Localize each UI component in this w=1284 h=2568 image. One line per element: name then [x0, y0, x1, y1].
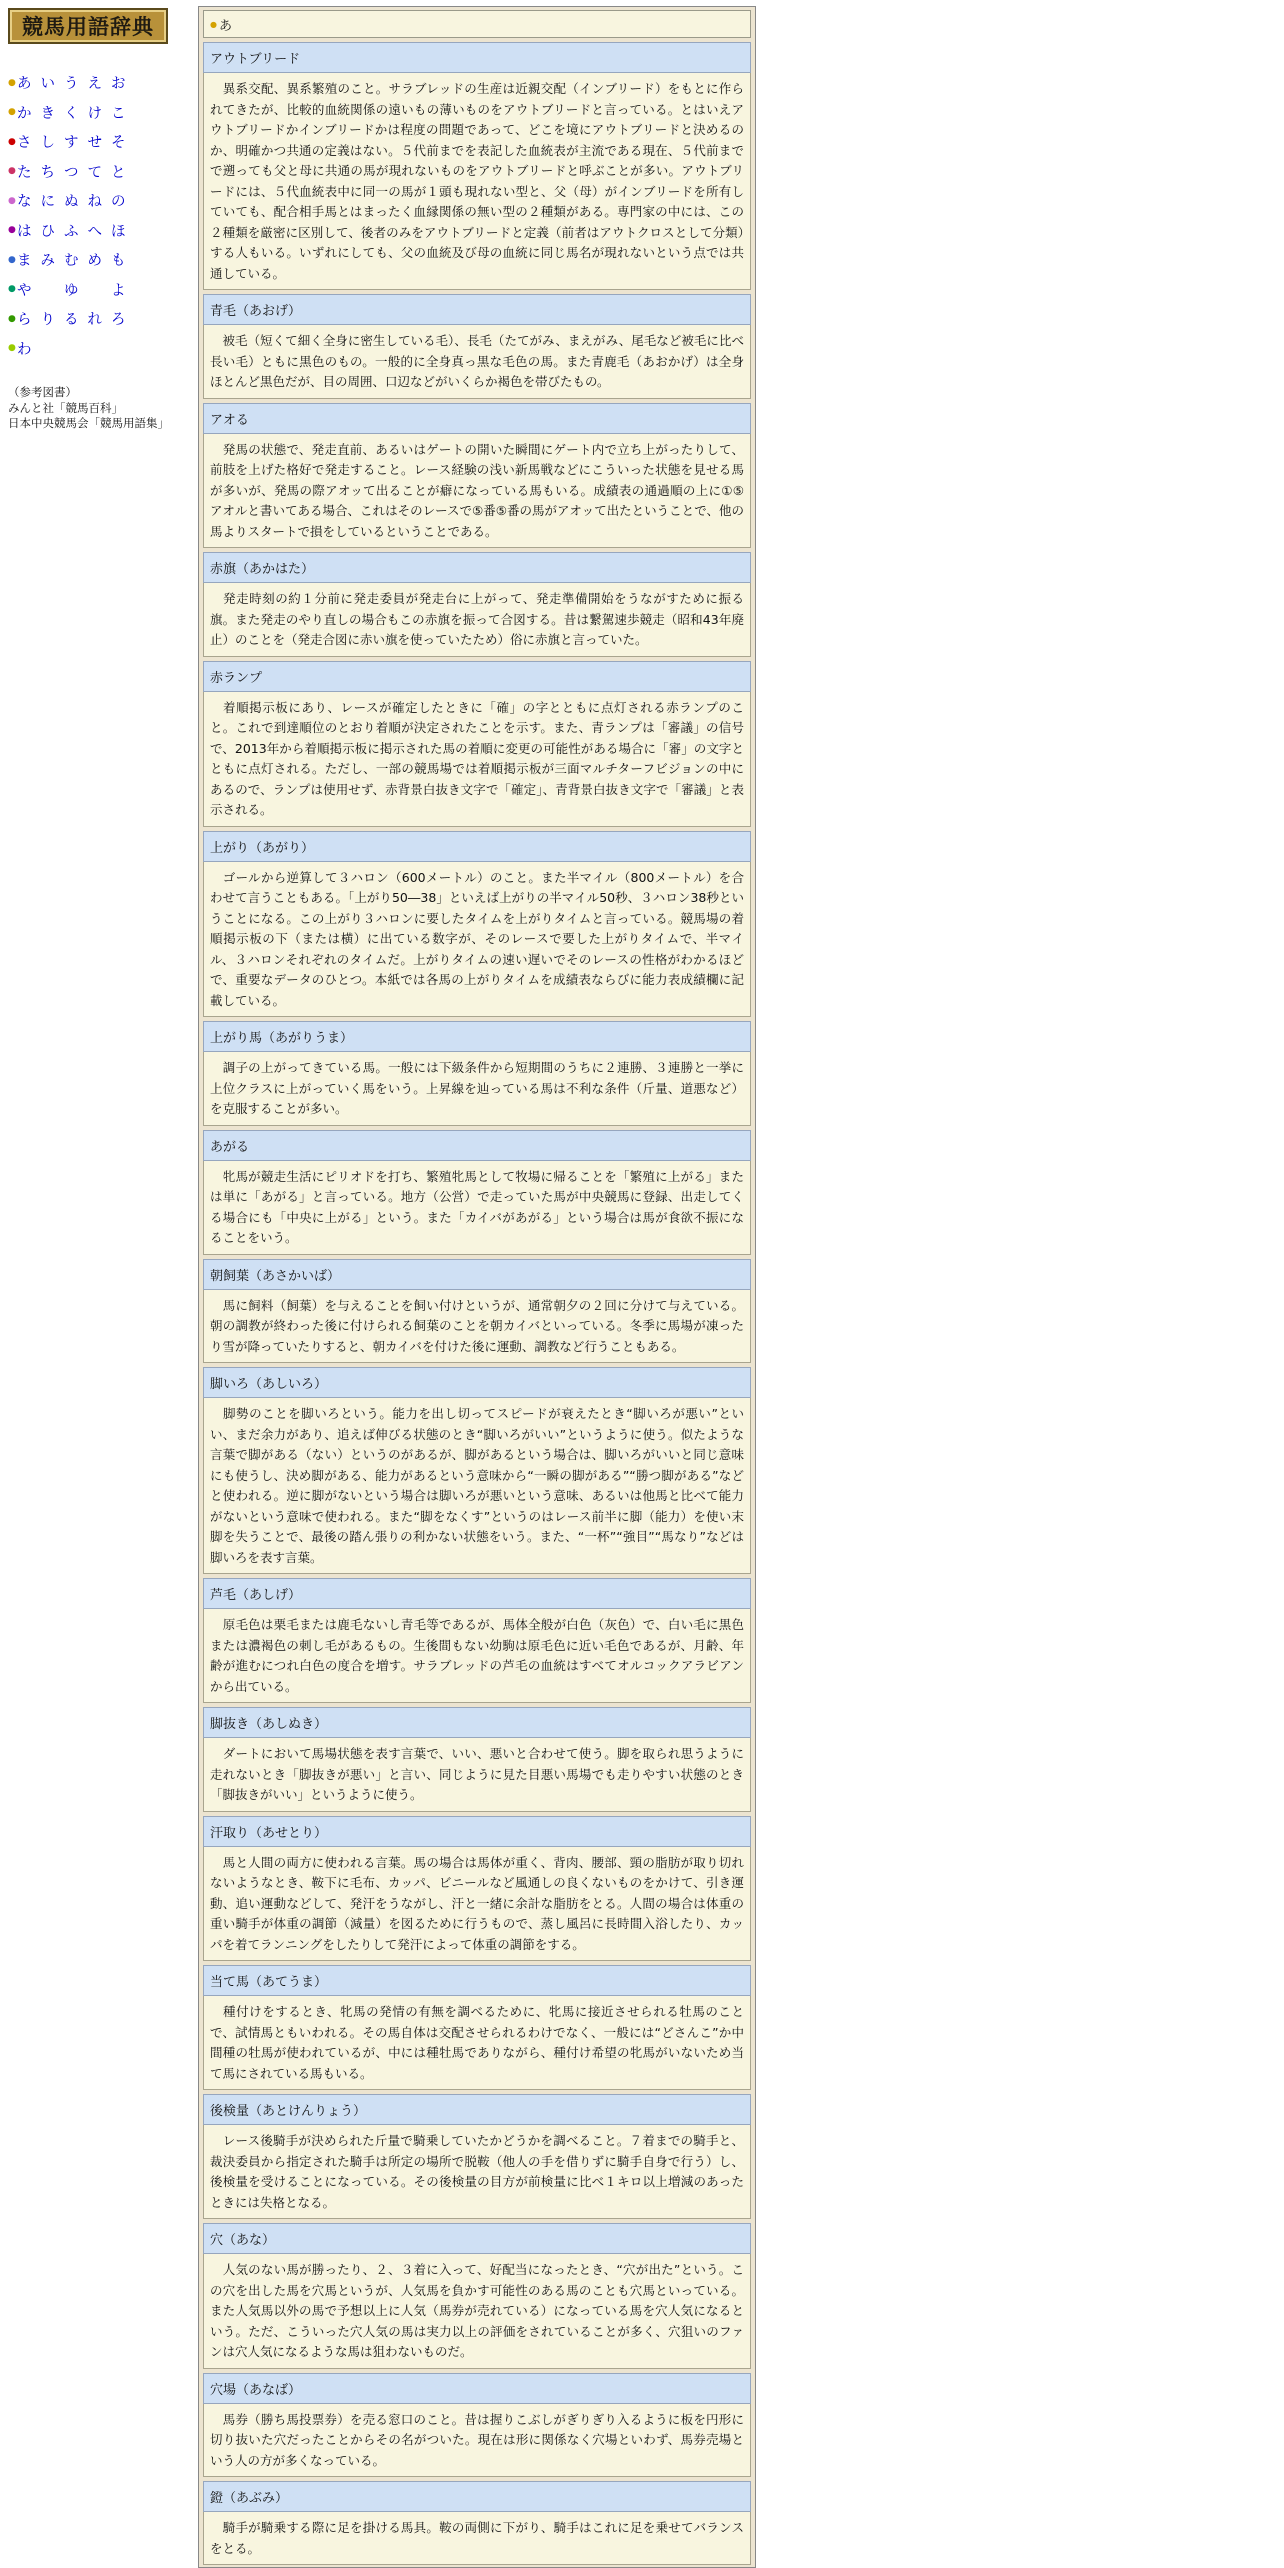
- kana-link[interactable]: そ: [111, 135, 126, 152]
- kana-row: [8, 157, 183, 187]
- kana-link[interactable]: は: [17, 223, 32, 240]
- bullet-icon: ●: [8, 343, 16, 354]
- kana-link[interactable]: ま: [17, 253, 32, 270]
- kana-link[interactable]: さ: [17, 135, 32, 152]
- kana-link[interactable]: こ: [111, 105, 126, 122]
- term-definition: 馬に飼料（飼葉）を与えることを飼い付けというが、通常朝夕の２回に分けて与えている。朝の調教が終わった後に付けられる飼葉のことを朝カイバといっている。冬季に馬場が凍ったり雪が降っていたりすると、朝カイバを付けた後に運動、調教など行うこともある。: [203, 1290, 751, 1364]
- kana-link[interactable]: の: [111, 194, 126, 211]
- kana-link[interactable]: あ: [17, 76, 32, 93]
- bullet-icon: ●: [210, 19, 217, 29]
- kana-link[interactable]: る: [64, 312, 79, 329]
- term-definition: レース後騎手が決められた斤量で騎乗していたかどうかを調べること。７着までの騎手と、裁決委員から指定された騎手は所定の場所で脱鞍（他人の手を借りずに騎手自身で行う）し、後検量を受けることになっている。その後検量の目方が前検量に比べ１キロ以上増減のあったときには失格となる。: [203, 2125, 751, 2219]
- kana-link[interactable]: よ: [111, 282, 126, 299]
- kana-link[interactable]: ふ: [64, 223, 79, 240]
- kana-link[interactable]: て: [87, 164, 102, 181]
- kana-row: [8, 127, 183, 157]
- term-title: 穴場（あなば）: [203, 2373, 751, 2404]
- kana-link[interactable]: め: [87, 253, 102, 270]
- term-definition: 馬と人間の両方に使われる言葉。馬の場合は馬体が重く、背肉、腰部、頸の脂肪が取り切れないようなとき、鞍下に毛布、カッパ、ビニールなど風通しの良くないものをかけて、引き運動、追い運動などして、発汗をうながし、汗と一緒に余計な脂肪をとる。人間の場合は体重の重い騎手が体重の調節（減量）を図るために行うもので、蒸し風呂に長時間入浴したり、カッパを着てランニングをしたりして発汗によって体重の調節をする。: [203, 1847, 751, 1962]
- term-title: アオる: [203, 403, 751, 434]
- kana-row: [8, 68, 183, 98]
- kana-link[interactable]: ほ: [111, 223, 126, 240]
- kana-link[interactable]: つ: [64, 164, 79, 181]
- kana-index-nav: [8, 68, 183, 363]
- kana-link[interactable]: や: [17, 282, 32, 299]
- term-title: 赤旗（あかはた）: [203, 552, 751, 583]
- term-definition: 発馬の状態で、発走直前、あるいはゲートの開いた瞬間にゲート内で立ち上がったりして、前肢を上げた格好で発走すること。レース経験の浅い新馬戦などにこういった状態を見せる馬が多いが、発馬の際アオッて出ることが癖になっている馬もいる。成績表の通過順の上に①⑤アオルと書いてある場合、これはそのレースで⑤番⑤番の馬がアオッて出たということで、他の馬よりスタートで損をしているということである。: [203, 434, 751, 549]
- term-title: 後検量（あとけんりょう）: [203, 2094, 751, 2125]
- term-definition: 種付けをするとき、牝馬の発情の有無を調べるために、牝馬に接近させられる牡馬のことで、試情馬ともいわれる。その馬自体は交配させられるわけでなく、一般には“どさんこ”か中間種の牡馬が使われているが、中には種牡馬でありながら、種付け希望の牝馬がいないため当て馬にされている馬もいる。: [203, 1996, 751, 2090]
- site-logo[interactable]: 競馬用語辞典: [8, 8, 168, 44]
- kana-link[interactable]: む: [64, 253, 79, 270]
- bullet-icon: ●: [8, 195, 16, 206]
- term-definition: 人気のない馬が勝ったり、２、３着に入って、好配当になったとき、“穴が出た”という。この穴を出した馬を穴馬というが、人気馬を負かす可能性のある馬のことも穴馬といっている。また人気馬以外の馬で予想以上に人気（馬券が売れている）になっている馬を穴人気になるという。ただ、こういった穴人気の馬は実力以上の評価をされていることが多く、穴狙いのファンは穴人気になるような馬は狙わないものだ。: [203, 2254, 751, 2369]
- term-title: 脚抜き（あしぬき）: [203, 1707, 751, 1738]
- kana-link[interactable]: か: [17, 105, 32, 122]
- kana-link[interactable]: え: [87, 76, 102, 93]
- kana-row: [8, 216, 183, 246]
- term-definition: 調子の上がってきている馬。一般には下級条件から短期間のうちに２連勝、３連勝と一挙に上位クラスに上がっていく馬をいう。上昇線を辿っている馬は不利な条件（斤量、道悪など）を克服することが多い。: [203, 1052, 751, 1126]
- term-definition: 騎手が騎乗する際に足を掛ける馬具。鞍の両側に下がり、騎手はこれに足を乗せてバランスをとる。: [203, 2512, 751, 2565]
- term-title: 赤ランプ: [203, 661, 751, 692]
- dictionary-content: [198, 6, 756, 2568]
- term-title: 当て馬（あてうま）: [203, 1965, 751, 1996]
- kana-link[interactable]: け: [87, 105, 102, 122]
- kana-link[interactable]: し: [40, 135, 55, 152]
- term-definition: ゴールから逆算して３ハロン（600メートル）のこと。また半マイル（800メートル）を合わせて言うこともある。「上がり50―38」といえば上がりの半マイル50秒、３ハロン38秒ということになる。この上がり３ハロンに要したタイムを上がりタイムと言っている。競馬場の着順掲示板の下（または横）に出ている数字が、そのレースで要した上がりタイムで、半マイル、３ハロンそれぞれのタイムだ。上がりタイムの速い遅いでそのレースの性格がわかるほどで、重要なデータのひとつ。本紙では各馬の上がりタイムを成績表ならびに能力表成績欄に記載している。: [203, 862, 751, 1018]
- term-title: 脚いろ（あしいろ）: [203, 1367, 751, 1398]
- kana-link[interactable]: も: [111, 253, 126, 270]
- kana-link[interactable]: す: [64, 135, 79, 152]
- section-heading: [203, 10, 751, 38]
- kana-link[interactable]: ね: [87, 194, 102, 211]
- kana-row: [8, 334, 183, 364]
- sidebar: [8, 8, 183, 432]
- term-list: [203, 42, 751, 2565]
- term-title: 青毛（あおげ）: [203, 294, 751, 325]
- term-title: 朝飼葉（あさかいば）: [203, 1259, 751, 1290]
- kana-link[interactable]: う: [64, 76, 79, 93]
- term-title: 芦毛（あしげ）: [203, 1578, 751, 1609]
- kana-link[interactable]: と: [111, 164, 126, 181]
- reference-line: みんと社「競馬百科」: [8, 400, 123, 415]
- kana-link[interactable]: へ: [87, 223, 102, 240]
- kana-link[interactable]: た: [17, 164, 32, 181]
- kana-link[interactable]: ち: [40, 164, 55, 181]
- term-definition: 着順掲示板にあり、レースが確定したときに「確」の字とともに点灯される赤ランプのこと。これで到達順位のとおり着順が決定されたことを示す。また、青ランプは「審議」の信号で、2013年から着順掲示板に掲示された馬の着順に変更の可能性がある場合に「審」の文字とともに点灯される。ただし、一部の競馬場では着順掲示板が三面マルチターフビジョンの中にあるので、ランプは使用せず、赤背景白抜き文字で「確定」、青背景白抜き文字で「審議」と表示される。: [203, 692, 751, 827]
- kana-link[interactable]: な: [17, 194, 32, 211]
- term-title: 上がり馬（あがりうま）: [203, 1021, 751, 1052]
- term-title: アウトブリード: [203, 42, 751, 73]
- term-definition: ダートにおいて馬場状態を表す言葉で、いい、悪いと合わせて使う。脚を取られ思うように走れないとき「脚抜きが悪い」と言い、同じように見た目悪い馬場でも走りやすい状態のとき「脚抜きがいい」というように使う。: [203, 1738, 751, 1812]
- term-title: 上がり（あがり）: [203, 831, 751, 862]
- kana-row: [8, 98, 183, 128]
- kana-link[interactable]: ろ: [111, 312, 126, 329]
- term-definition: 脚勢のことを脚いろという。能力を出し切ってスピードが衰えたとき“脚いろが悪い”といい、まだ余力があり、追えば伸びる状態のとき“脚いろがいい”というように使う。似たような言葉で脚がある（ない）というのがあるが、脚があるという場合は、脚いろがいいと同じ意味にも使うし、決め脚がある、能力があるという意味から“一瞬の脚がある”“勝つ脚がある”などと使われる。逆に脚がないという場合は脚いろが悪いという意味、あるいは他馬と比べて能力がないという意味で使われる。また“脚をなくす”というのはレース前半に脚（能力）を使い末脚を失うことで、最後の踏ん張りの利かない状態をいう。また、“一杯”“強目”“馬なり”などは脚いろを表す言葉。: [203, 1398, 751, 1574]
- bullet-icon: ●: [8, 313, 16, 324]
- kana-link[interactable]: ら: [17, 312, 32, 329]
- kana-link[interactable]: ぬ: [64, 194, 79, 211]
- term-title: あがる: [203, 1130, 751, 1161]
- term-definition: 被毛（短くて細く全身に密生している毛）、長毛（たてがみ、まえがみ、尾毛など被毛に比べ長い毛）ともに黒色のもの。一般的に全身真っ黒な毛色の馬。また青鹿毛（あおかげ）は全身ほとんど黒色だが、目の周囲、口辺などがいくらか褐色を帯びたもの。: [203, 325, 751, 399]
- kana-link[interactable]: ひ: [40, 223, 55, 240]
- kana-link[interactable]: き: [40, 105, 55, 122]
- kana-link[interactable]: に: [40, 194, 55, 211]
- bullet-icon: ●: [8, 225, 16, 236]
- section-heading-label: あ: [218, 18, 232, 34]
- kana-link[interactable]: お: [111, 76, 126, 93]
- kana-row: [8, 245, 183, 275]
- kana-row: [8, 304, 183, 334]
- term-definition: 牝馬が競走生活にピリオドを打ち、繁殖牝馬として牧場に帰ることを「繁殖に上がる」または単に「あがる」と言っている。地方（公営）で走っていた馬が中央競馬に登録、出走してくる場合にも「中央に上がる」という。また「カイバがあがる」という場合は馬が食欲不振になることをいう。: [203, 1161, 751, 1255]
- bullet-icon: ●: [8, 77, 16, 88]
- kana-row: [8, 186, 183, 216]
- kana-link[interactable]: ゆ: [64, 282, 79, 299]
- kana-link[interactable]: せ: [87, 135, 102, 152]
- bullet-icon: ●: [8, 284, 16, 295]
- kana-link[interactable]: わ: [17, 341, 32, 358]
- reference-line: （参考図書）: [8, 385, 77, 399]
- bullet-icon: ●: [8, 107, 16, 118]
- bullet-icon: ●: [8, 136, 16, 147]
- reference-books: [8, 385, 183, 432]
- bullet-icon: ●: [8, 166, 16, 177]
- kana-link[interactable]: り: [40, 312, 55, 329]
- bullet-icon: ●: [8, 254, 16, 265]
- term-definition: 馬券（勝ち馬投票券）を売る窓口のこと。昔は握りこぶしがぎりぎり入るように板を円形に切り抜いた穴だったことからその名がついた。現在は形に関係なく穴場といわず、馬券売場という人の方が多くなっている。: [203, 2404, 751, 2478]
- term-title: 汗取り（あせとり）: [203, 1816, 751, 1847]
- kana-link[interactable]: い: [40, 76, 55, 93]
- kana-link[interactable]: く: [64, 105, 79, 122]
- term-title: 穴（あな）: [203, 2223, 751, 2254]
- term-definition: 異系交配、異系繁殖のこと。サラブレッドの生産は近親交配（インブリード）をもとに作られてきたが、比較的血統関係の遠いもの薄いものをアウトブリードと言っている。とはいえアウトブリードかインブリードかは程度の問題であって、どこを境にアウトブリードと決めるのか、明確かつ共通の定義はない。５代前までを表記した血統表が主流である現在、５代前までで遡っても父と母に共通の馬が現れないものをアウトブリードと呼ぶことが多い。アウトブリードには、５代血統表中に同一の馬が１頭も現れない型と、父（母）がインブリードを所有していても、配合相手馬とはまったく血縁関係の無い型の２種類がある。専門家の中には、この２種類を厳密に区別して、後者のみをアウトブリードと定義（前者はアウトクロスとして分類）する人もいる。いずれにしても、父の血統及び母の血統に同じ馬名が現れないという点では共通している。: [203, 73, 751, 290]
- kana-link[interactable]: れ: [87, 312, 102, 329]
- term-definition: 原毛色は栗毛または鹿毛ないし青毛等であるが、馬体全般が白色（灰色）で、白い毛に黒色または濃褐色の刺し毛があるもの。生後間もない幼駒は原毛色に近い毛色であるが、月齢、年齢が進むにつれ白色の度合を増す。サラブレッドの芦毛の血統はすべてオルコックアラビアンから出ている。: [203, 1609, 751, 1703]
- reference-line: 日本中央競馬会「競馬用語集」: [8, 416, 169, 430]
- kana-row: [8, 275, 183, 305]
- term-title: 鐙（あぶみ）: [203, 2481, 751, 2512]
- term-definition: 発走時刻の約１分前に発走委員が発走台に上がって、発走準備開始をうながすために振る旗。また発走のやり直しの場合もこの赤旗を振って合図する。昔は繋駕速歩競走（昭和43年廃止）のことを（発走合図に赤い旗を使っていたため）俗に赤旗と言っていた。: [203, 583, 751, 657]
- kana-link[interactable]: み: [40, 253, 55, 270]
